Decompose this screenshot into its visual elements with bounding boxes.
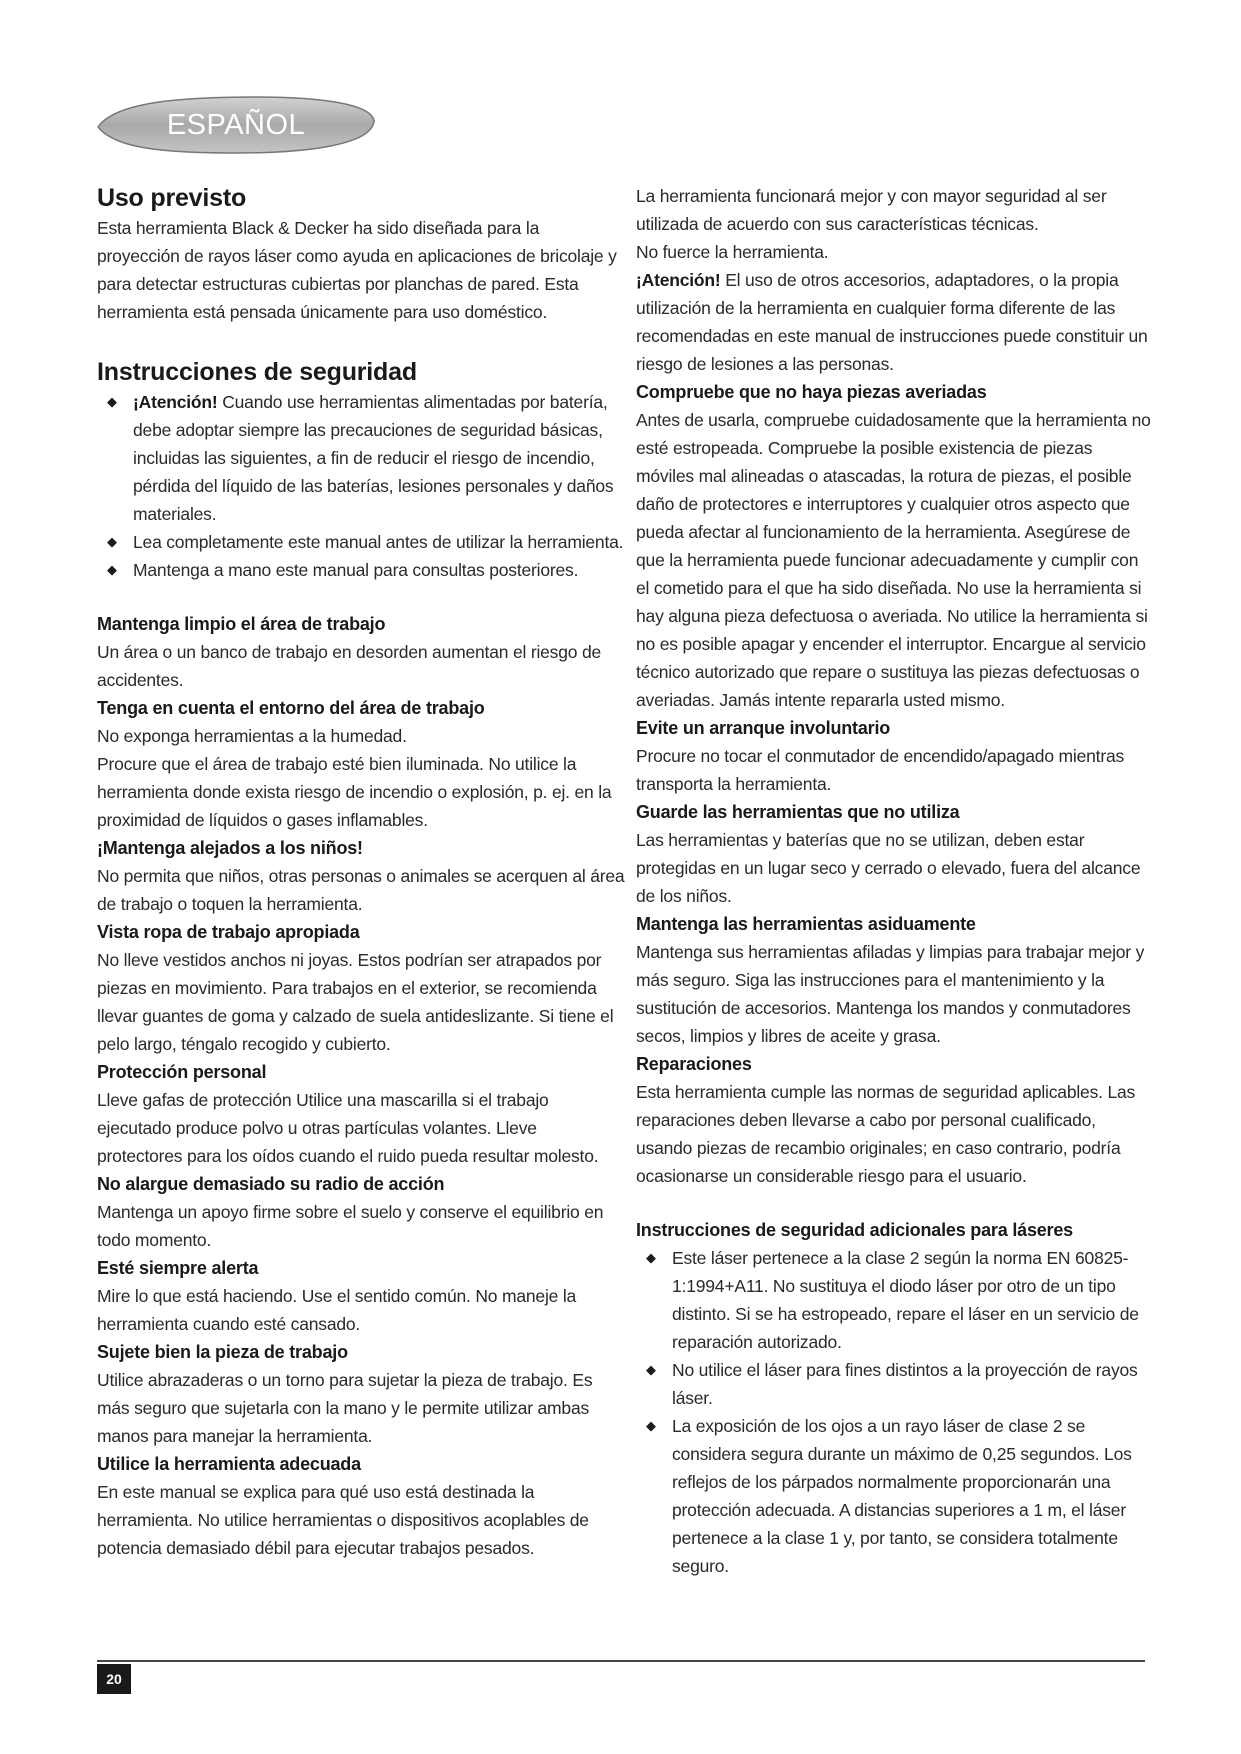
entorno-text-1: No exponga herramientas a la humedad. <box>97 726 407 746</box>
ropa-text: No lleve vestidos anchos ni joyas. Estos podrían ser atrapados por piezas en movimiento. Para trabajos en el exterior, se recomienda llevar guantes de goma y calzado de suela antideslizante. Si tiene el pelo largo, téngalo recogido y cubierto. <box>97 950 614 1054</box>
heading-arranque: Evite un arranque involuntario <box>636 718 891 738</box>
reparaciones-text: Esta herramienta cumple las normas de seguridad aplicables. Las reparaciones deben llevarse a cabo por personal cualificado, usando piezas de recambio originales; en caso contrario, podría ocasionarse un considerable riesgo para el usuario. <box>636 1082 1136 1186</box>
heading-guarde: Guarde las herramientas que no utiliza <box>636 802 960 822</box>
list-item <box>107 528 625 556</box>
entorno-text-2: Procure que el área de trabajo esté bien iluminada. No utilice la herramienta donde exista riesgo de incendio o explosión, p. ej. en la proximidad de líquidos o gases inflamables. <box>97 754 612 830</box>
list-item <box>646 1412 1154 1580</box>
warning-label: ¡Atención! <box>133 392 218 412</box>
list-item <box>107 388 625 528</box>
diamond-bullet-icon: ◆ <box>107 562 117 577</box>
heading-mantenimiento: Mantenga las herramientas asiduamente <box>636 914 976 934</box>
heading-proteccion: Protección personal <box>97 1062 267 1082</box>
diamond-bullet-icon: ◆ <box>646 1250 656 1265</box>
area-limpia-text: Un área o un banco de trabajo en desorden aumentan el riesgo de accidentes. <box>97 642 602 690</box>
diamond-bullet-icon: ◆ <box>646 1418 656 1433</box>
diamond-bullet-icon: ◆ <box>107 394 117 409</box>
diamond-bullet-icon: ◆ <box>107 534 117 549</box>
guarde-text: Las herramientas y baterías que no se utilizan, deben estar protegidas en un lugar seco y cerrado o elevado, fuera del alcance de los niños. <box>636 830 1141 906</box>
piezas-averiadas-text: Antes de usarla, compruebe cuidadosamente que la herramienta no esté estropeada. Compruebe la posible existencia de piezas móviles mal alineadas o atascadas, la rotura de piezas, el posible daño de protectores e interruptores y cualquier otros aspecto que pueda afectar al funcionamiento de la herramienta. Asegúrese de que la herramienta puede funcionar adecuadamente y cumplir con el cometido para el que ha sido diseñada. No use la herramienta si hay alguna pieza defectuosa o averiada. No utilice la herramienta si no es posible apagar y encender el interruptor. Encargue al servicio técnico autorizado que repare o sustituya las piezas defectuosas o averiadas. Jamás intente repararla usted mismo. <box>636 410 1151 710</box>
left-column <box>97 182 625 1562</box>
sujete-text: Utilice abrazaderas o un torno para sujetar la pieza de trabajo. Es más seguro que sujetarla con la mano y le permite utilizar ambas manos para manejar la herramienta. <box>97 1370 593 1446</box>
language-badge <box>96 95 376 155</box>
heading-herramienta-adecuada: Utilice la herramienta adecuada <box>97 1454 361 1474</box>
ninos-text: No permita que niños, otras personas o animales se acerquen al área de trabajo o toquen la herramienta. <box>97 866 625 914</box>
heading-reparaciones: Reparaciones <box>636 1054 752 1074</box>
heading-area-limpia: Mantenga limpio el área de trabajo <box>97 614 386 634</box>
right-column <box>636 182 1154 1580</box>
alerta-text: Mire lo que está haciendo. Use el sentido común. No maneje la herramienta cuando esté cansado. <box>97 1286 577 1334</box>
herramienta-adecuada-text: En este manual se explica para qué uso está destinada la herramienta. No utilice herramientas o dispositivos acoplables de potencia demasiado débil para ejecutar trabajos pesados. <box>97 1482 589 1558</box>
warning-label: ¡Atención! <box>636 270 721 290</box>
heading-piezas-averiadas: Compruebe que no haya piezas averiadas <box>636 382 987 402</box>
uso-previsto-text: Esta herramienta Black & Decker ha sido diseñada para la proyección de rayos láser como ayuda en aplicaciones de bricolaje y para detectar estructuras cubiertas por planchas de pared. Esta herramienta está pensada únicamente para uso doméstico. <box>97 218 617 322</box>
footer-divider <box>97 1660 1145 1662</box>
radio-accion-text: Mantenga un apoyo firme sobre el suelo y conserve el equilibrio en todo momento. <box>97 1202 604 1250</box>
warning-text: Cuando use herramientas alimentadas por batería, debe adoptar siempre las precauciones de seguridad básicas, incluidas las siguientes, a fin de reducir el riesgo de incendio, pérdida del líquido de las baterías, lesiones personales y daños materiales. <box>133 392 614 524</box>
heading-sujete: Sujete bien la pieza de trabajo <box>97 1342 348 1362</box>
list-item-text: No utilice el láser para fines distintos a la proyección de rayos láser. <box>672 1360 1138 1408</box>
intro-text-2: No fuerce la herramienta. <box>636 242 829 262</box>
page-number: 20 <box>97 1664 131 1694</box>
atencion-paragraph <box>636 266 1154 378</box>
list-item-text: La exposición de los ojos a un rayo láser de clase 2 se considera segura durante un máximo de 0,25 segundos. Los reflejos de los párpados normalmente proporcionarán una protección adecuada. A distancias superiores a 1 m, el láser pertenece a la clase 1 y, por tanto, se considera totalmente seguro. <box>672 1416 1132 1576</box>
heading-radio-accion: No alargue demasiado su radio de acción <box>97 1174 445 1194</box>
safety-bullet-list <box>97 388 625 584</box>
warning-text: El uso de otros accesorios, adaptadores, o la propia utilización de la herramienta en cualquier forma diferente de las recomendadas en este manual de instrucciones puede constituir un riesgo de lesiones a las personas. <box>636 270 1148 374</box>
heading-laser-safety: Instrucciones de seguridad adicionales para láseres <box>636 1220 1073 1240</box>
heading-entorno: Tenga en cuenta el entorno del área de trabajo <box>97 698 485 718</box>
heading-ropa: Vista ropa de trabajo apropiada <box>97 922 360 942</box>
list-item-text: Lea completamente este manual antes de utilizar la herramienta. <box>133 532 624 552</box>
diamond-bullet-icon: ◆ <box>646 1362 656 1377</box>
laser-bullet-list <box>636 1244 1154 1580</box>
arranque-text: Procure no tocar el conmutador de encendido/apagado mientras transporta la herramienta. <box>636 746 1125 794</box>
heading-alerta: Esté siempre alerta <box>97 1258 259 1278</box>
list-item <box>107 556 625 584</box>
heading-ninos: ¡Mantenga alejados a los niños! <box>97 838 363 858</box>
list-item-text: Mantenga a mano este manual para consultas posteriores. <box>133 560 579 580</box>
list-item <box>646 1244 1154 1356</box>
intro-text-1: La herramienta funcionará mejor y con mayor seguridad al ser utilizada de acuerdo con sus características técnicas. <box>636 186 1107 234</box>
proteccion-text: Lleve gafas de protección Utilice una mascarilla si el trabajo ejecutado produce polvo u otras partículas volantes. Lleve protectores para los oídos cuando el ruido pueda resultar molesto. <box>97 1090 599 1166</box>
list-item <box>646 1356 1154 1412</box>
language-label: ESPAÑOL <box>166 109 306 141</box>
mantenimiento-text: Mantenga sus herramientas afiladas y limpias para trabajar mejor y más seguro. Siga las instrucciones para el mantenimiento y la sustitución de accesorios. Mantenga los mandos y conmutadores secos, limpios y libres de aceite y grasa. <box>636 942 1145 1046</box>
heading-instrucciones-seguridad: Instrucciones de seguridad <box>97 358 417 386</box>
heading-uso-previsto: Uso previsto <box>97 184 247 212</box>
list-item-text: Este láser pertenece a la clase 2 según la norma EN 60825-1:1994+A11. No sustituya el diodo láser por otro de un tipo distinto. Si se ha estropeado, repare el láser en un servicio de reparación autorizado. <box>672 1248 1139 1352</box>
